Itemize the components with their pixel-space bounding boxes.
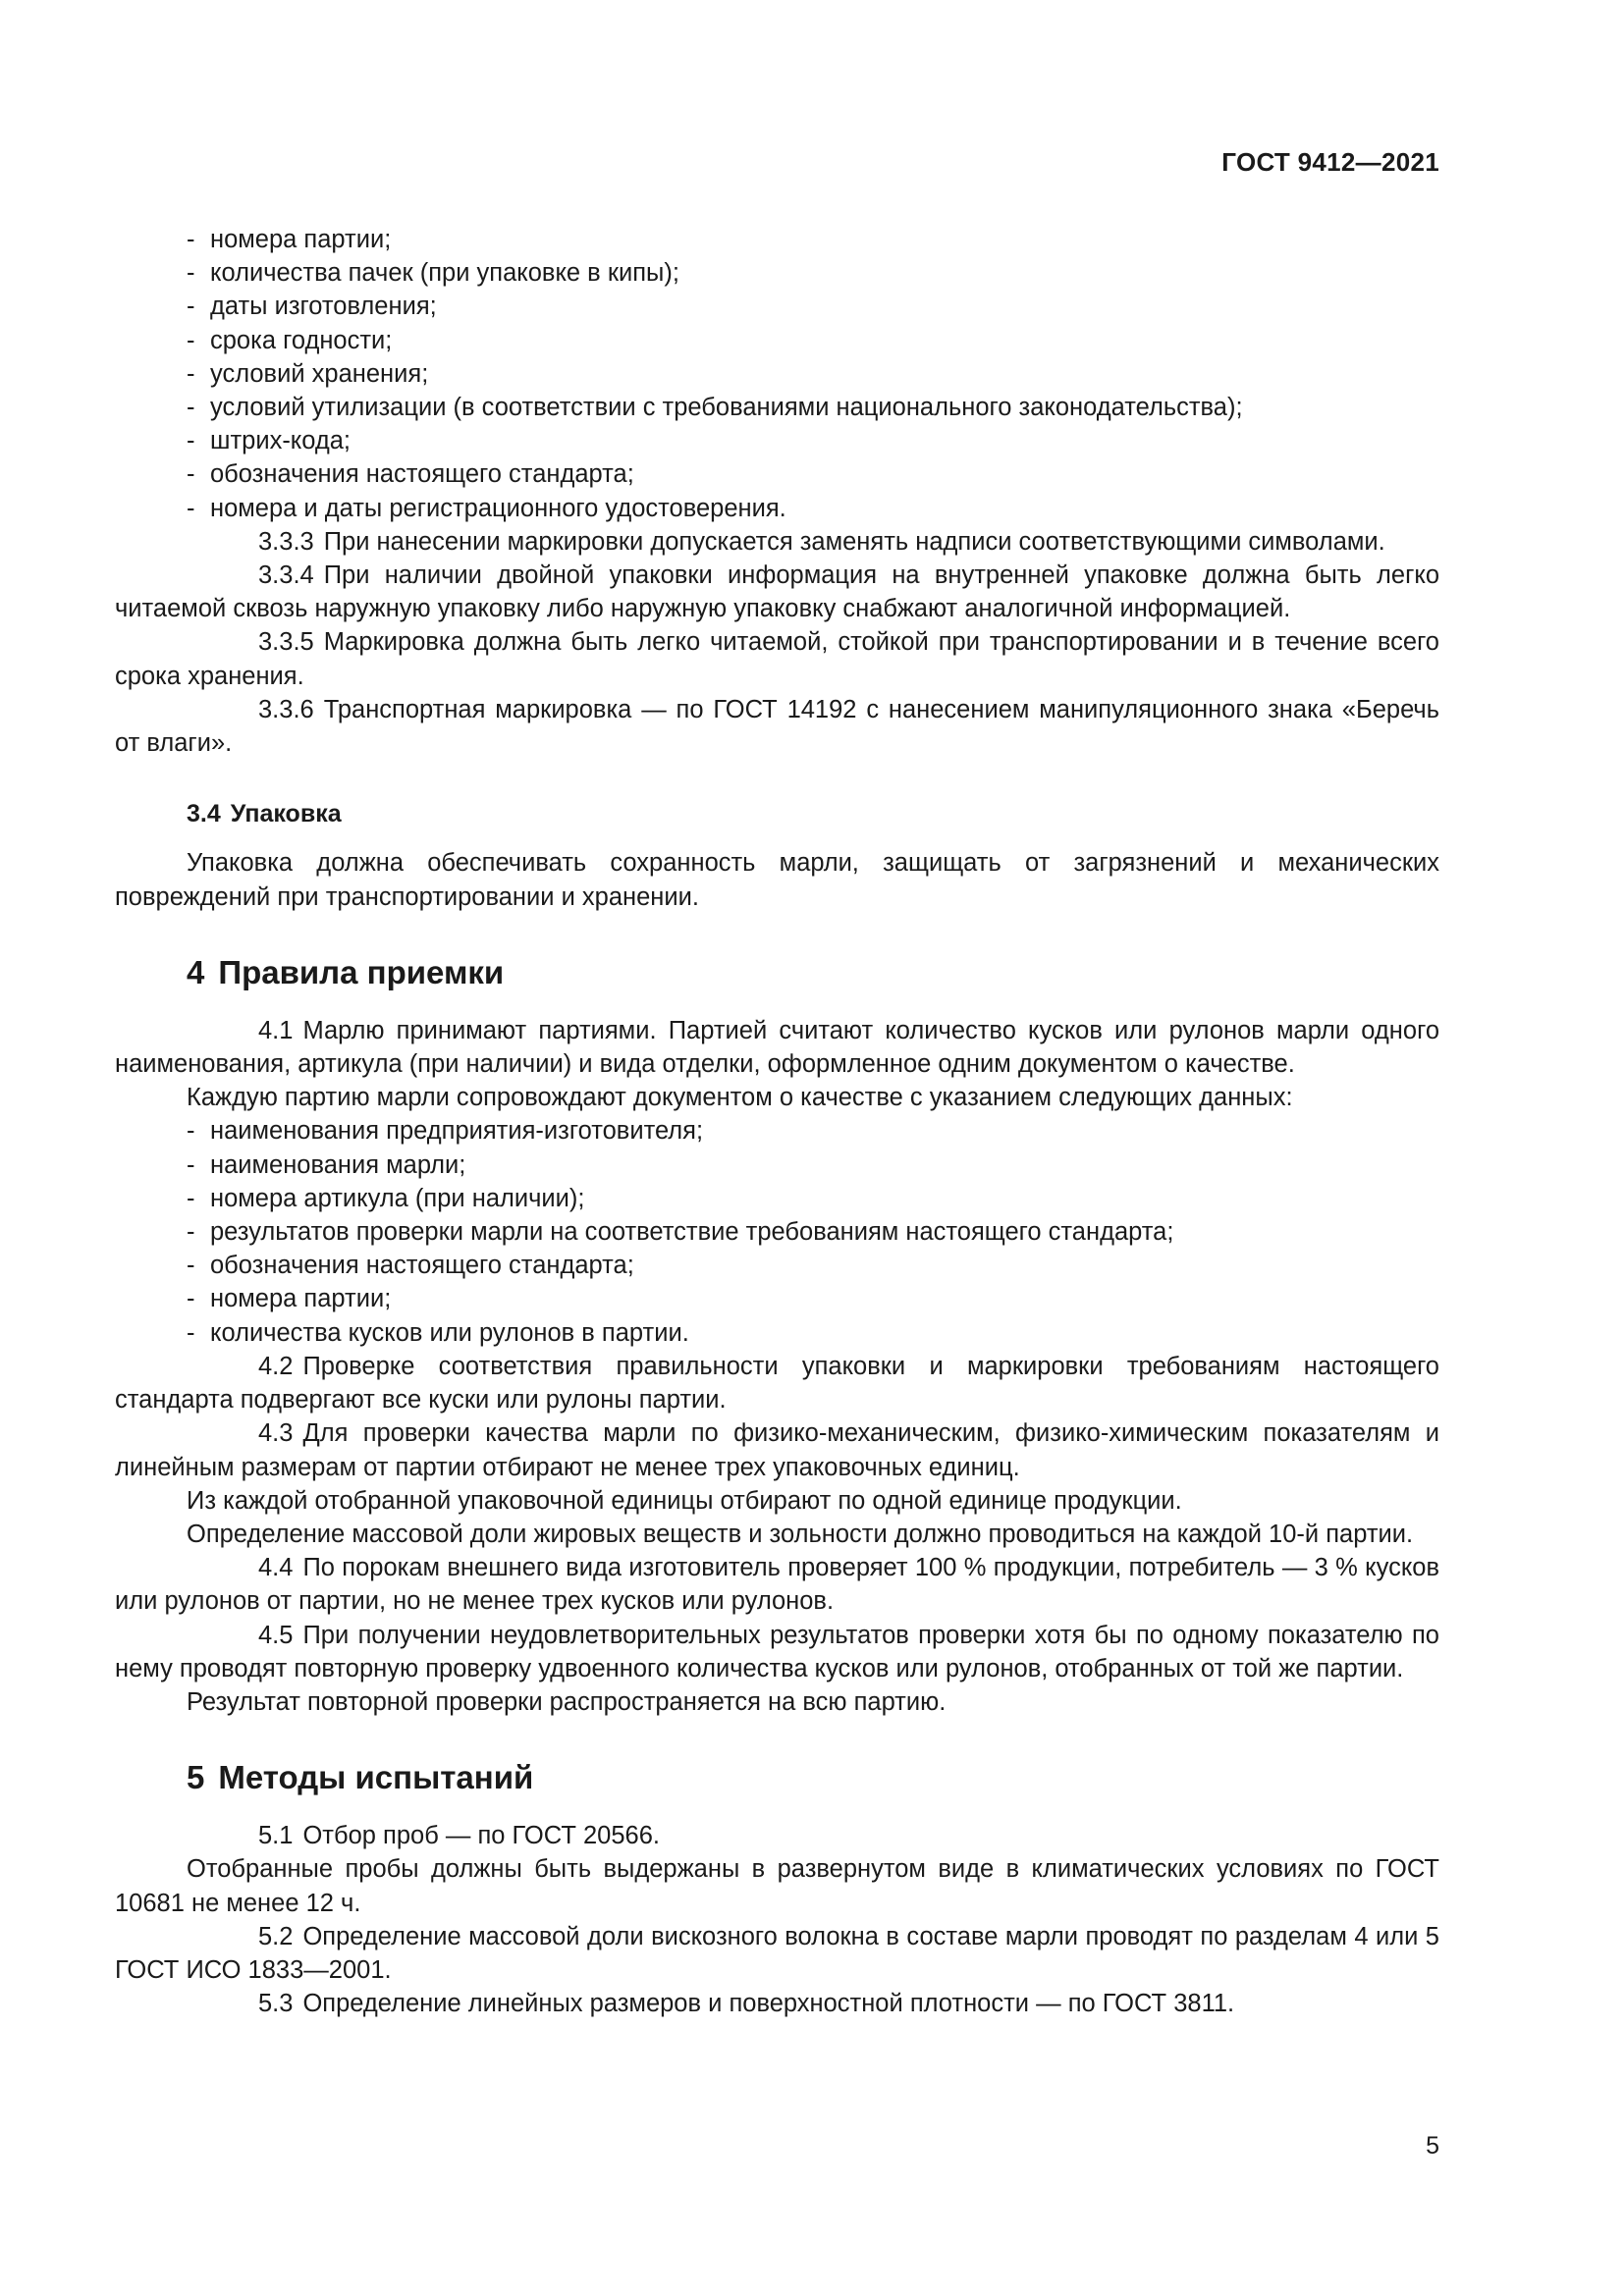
paragraph: Определение массовой доли жировых веществ и зольности должно проводиться на каждой 10-й партии. xyxy=(187,1520,1414,1548)
paragraph: Из каждой отобранной упаковочной единицы отбирают по одной единице продукции. xyxy=(187,1486,1182,1515)
paragraph: Результат повторной проверки распространяется на всю партию. xyxy=(187,1687,947,1716)
list-item: - номера партии; xyxy=(187,226,392,253)
list-item: - условий утилизации (в соответствии с требованиями национального законодательства); xyxy=(187,394,1243,422)
clause-4-3: 4.3 Для проверки качества марли по физико-механическим, физико-химическим показателям и линейным размерам от партии отбирают не менее трех упаковочных единиц. xyxy=(115,1419,1439,1481)
page-content xyxy=(115,223,1439,2020)
section-heading: 4 Правила приемки xyxy=(187,953,505,990)
list-item: - штрих-кода; xyxy=(187,427,352,455)
clause-3-3-6: 3.3.6 Транспортная маркировка — по ГОСТ 14192 с нанесением манипуляционного знака «Беречь от влаги». xyxy=(115,695,1439,758)
clause-3-3-3: 3.3.3 При нанесении маркировки допускается заменять надписи соответствующими символами. xyxy=(258,527,1385,556)
marking-list xyxy=(115,223,1439,525)
list-item: - наименования марли; xyxy=(187,1150,466,1179)
clause-5-2: 5.2 Определение массовой доли вискозного волокна в составе марли проводят по разделам 4 или 5 ГОСТ ИСО 1833—2001. xyxy=(115,1922,1439,1984)
clause-4-4: 4.4 По порокам внешнего вида изготовитель проверяет 100 % продукции, потребитель — 3 % кусков или рулонов от партии, но не менее трех кусков или рулонов. xyxy=(115,1554,1439,1616)
quality-document-list xyxy=(115,1114,1439,1349)
list-item: - условий хранения; xyxy=(187,359,429,388)
clause-3-3-5: 3.3.5 Маркировка должна быть легко читаемой, стойкой при транспортировании и в течение всего срока хранения. xyxy=(115,628,1439,690)
section-heading: 5 Методы испытаний xyxy=(187,1759,534,1796)
list-item: - срока годности; xyxy=(187,326,393,354)
list-item: - номера артикула (при наличии); xyxy=(187,1184,585,1212)
clause-4-5: 4.5 При получении неудовлетворительных результатов проверки хотя бы по одному показателю по нему проводят повторную проверку удвоенного количества кусков или рулонов, отобранных от той же партии. xyxy=(115,1621,1439,1682)
page-number: 5 xyxy=(1426,2132,1439,2160)
list-item: - номера и даты регистрационного удостоверения. xyxy=(187,494,786,522)
list-item: - наименования предприятия-изготовителя; xyxy=(187,1117,704,1146)
clause-5-3: 5.3 Определение линейных размеров и поверхностной плотности — по ГОСТ 3811. xyxy=(258,1990,1235,2018)
document-designation: ГОСТ 9412—2021 xyxy=(1221,147,1439,177)
list-item: - количества пачек (при упаковке в кипы); xyxy=(187,259,679,288)
paragraph: Упаковка должна обеспечивать сохранность марли, защищать от загрязнений и механических повреждений при транспортировании и хранении. xyxy=(115,849,1439,911)
clause-5-1: 5.1 Отбор проб — по ГОСТ 20566. xyxy=(258,1822,660,1850)
list-item: - обозначения настоящего стандарта; xyxy=(187,1252,634,1280)
paragraph: Отобранные пробы должны быть выдержаны в развернутом виде в климатических условиях по ГОСТ 10681 не менее 12 ч. xyxy=(115,1855,1439,1917)
subsection-heading: 3.4 Упаковка xyxy=(187,800,342,828)
clause-4-1: 4.1 Марлю принимают партиями. Партией считают количество кусков или рулонов марли одного наименования, артикула (при наличии) и вида отделки, оформленное одним документом о качестве. xyxy=(115,1016,1439,1079)
list-item: - количества кусков или рулонов в партии. xyxy=(187,1318,689,1347)
paragraph: Каждую партию марли сопровождают документом о качестве с указанием следующих данных: xyxy=(187,1084,1293,1112)
list-item: - номера партии; xyxy=(187,1285,392,1313)
list-item: - обозначения настоящего стандарта; xyxy=(187,460,634,489)
clause-3-3-4: 3.3.4 При наличии двойной упаковки информация на внутренней упаковке должна быть легко читаемой сквозь наружную упаковку либо наружную упаковку снабжают аналогичной информацией. xyxy=(115,561,1439,623)
list-item: - результатов проверки марли на соответствие требованиям настоящего стандарта; xyxy=(187,1218,1174,1247)
clause-4-2: 4.2 Проверке соответствия правильности упаковки и маркировки требованиям настоящего стандарта подвергают все куски или рулоны партии. xyxy=(115,1352,1439,1415)
list-item: - даты изготовления; xyxy=(187,293,437,321)
